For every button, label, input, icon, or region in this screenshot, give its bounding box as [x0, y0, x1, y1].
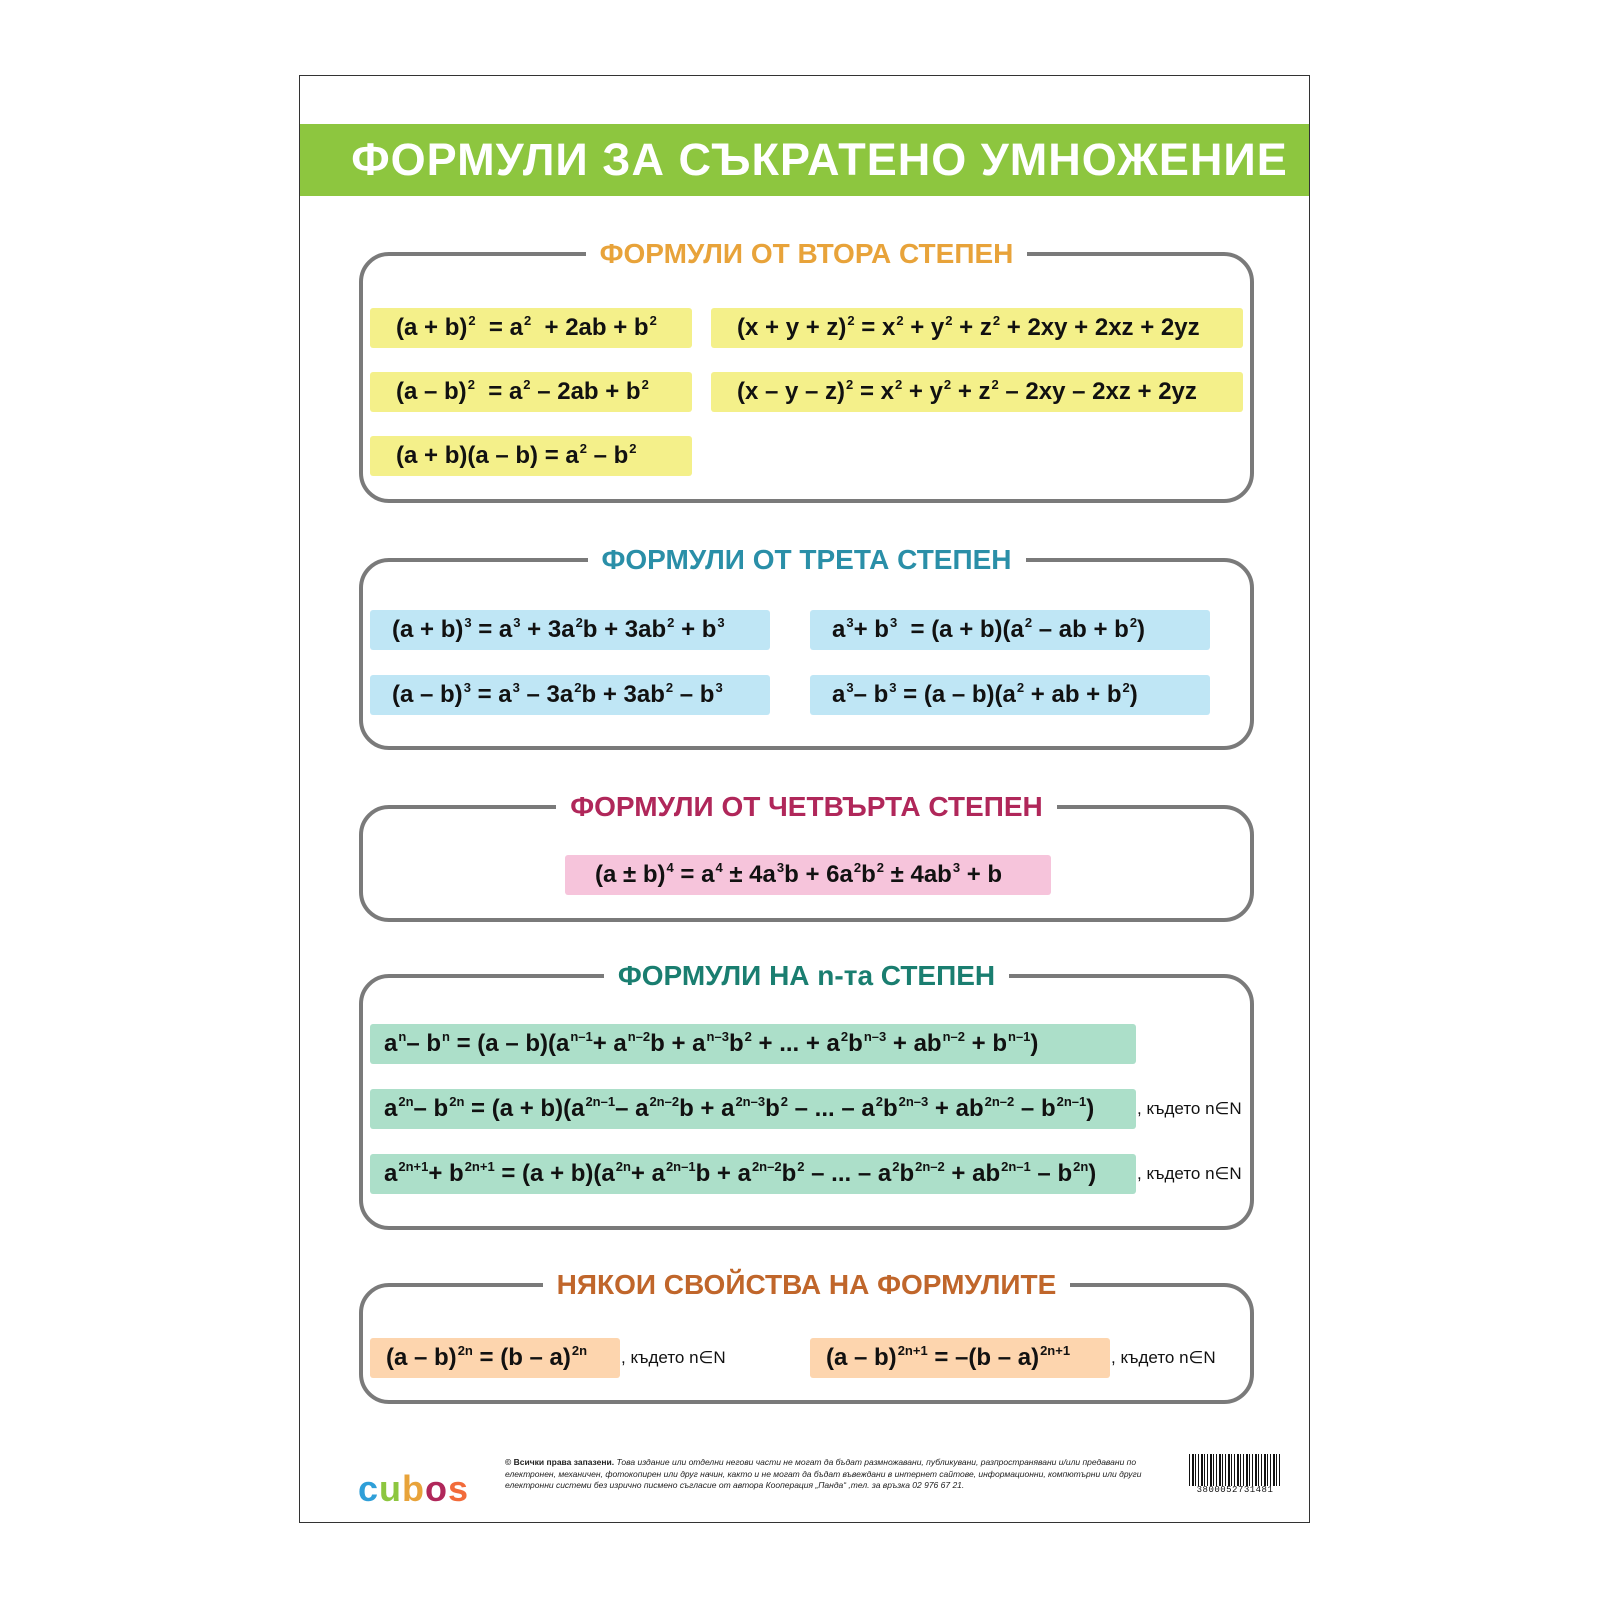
condition-note: , където n∈N	[1111, 1348, 1216, 1367]
section-title: ФОРМУЛИ ОТ ТРЕТА СТЕПЕН	[588, 544, 1026, 575]
brand-logo: cubos	[358, 1468, 470, 1509]
condition-note: , където n∈N	[1137, 1099, 1242, 1118]
poster	[299, 75, 1310, 1523]
section-fourth-degree	[359, 791, 1254, 922]
formula-trinomial-square-plus: $(x + y + z)^2 = x^2 + y^2 + z^2 + 2xy + 2xz + 2yz$	[711, 308, 1243, 348]
section-second-degree	[359, 238, 1254, 503]
section-nth-degree	[359, 960, 1254, 1230]
section-third-degree	[359, 544, 1254, 750]
formula-sum-of-cubes: $a^3+ b^3 = (a + b)(a^2$ – ab + $b^2$)	[810, 610, 1210, 650]
barcode-number: 3800052731481	[1196, 1485, 1274, 1495]
formula-difference-of-squares: $(a + b)(a - b) = a^2 - b^2$	[370, 436, 692, 476]
page-title: ФОРМУЛИ ЗА СЪКРАТЕНО УМНОЖЕНИЕ	[351, 134, 1288, 185]
formula-even-power-symmetry: (a – b)$^{2n}$ = (b – a)$^{2n}$	[370, 1338, 620, 1378]
barcode	[1185, 1454, 1285, 1498]
formula-square-of-difference: $(a - b)^2 = a^2 - 2ab + b^2$	[370, 372, 692, 412]
condition-note: , където n∈N	[621, 1348, 726, 1367]
title-banner	[300, 124, 1309, 196]
formula-square-of-sum: $(a + b)^2 = a^2 + 2ab + b^2$	[370, 308, 692, 348]
condition-note: , където n∈N	[1137, 1164, 1242, 1183]
copyright-bold: © Всички права запазени.	[505, 1457, 615, 1467]
section-title: ФОРМУЛИ НА n-та СТЕПЕН	[604, 960, 1009, 991]
formula-cube-of-sum: $(a + b)^3 = a^3 + 3a^2b + 3ab^2 + b^3$	[370, 610, 770, 650]
formula-nth-difference: $a^n-$ $b^n = (a - b)(a^{n-1}+ a^{n-2}b + a^{n-3}b^2$ + ... + $a^2b^{n-3} + ab^{n-2} + b^{n-1}$)	[370, 1024, 1136, 1064]
formula-trinomial-square-minus: $(x - y - z)^2 = x^2 + y^2 + z^2 - 2xy - 2xz + 2yz$	[711, 372, 1243, 412]
section-title: НЯКОИ СВОЙСТВА НА ФОРМУЛИТЕ	[543, 1269, 1071, 1300]
section-properties	[359, 1269, 1254, 1404]
formula-even-power-difference: $a^{2n}-$ $b^{2n} = (a + b)(a^{2n-1}-$ $a^{2n-2}b + a^{2n-3}b^2$ – ... – $a^2b^{2n-3} + ab^{2n-2} - b^{2n-1}$)	[370, 1089, 1136, 1129]
formula-fourth-power: $(a \pm b)^4 = a^4 \pm 4a^3b + 6a^2b^2 \pm 4ab^3 + b$	[565, 855, 1051, 895]
section-title: ФОРМУЛИ ОТ ВТОРА СТЕПЕН	[586, 238, 1028, 269]
copyright-text	[505, 1457, 1145, 1492]
formula-difference-of-cubes: $a^3-$ $b^3 = (a - b)(a^2$ + ab + $b^2$)	[810, 675, 1210, 715]
formula-odd-power-sum: $a^{2n+1}+ b^{2n+1} = (a + b)(a^{2n}+ a^{2n-1}b + a^{2n-2}b^2$ – ... – $a^2b^{2n-2} + ab^{2n-1} - b^{2n}$)	[370, 1154, 1136, 1194]
section-title: ФОРМУЛИ ОТ ЧЕТВЪРТА СТЕПЕН	[556, 791, 1056, 822]
formula-cube-of-difference: $(a - b)^3 = a^3 - 3a^2b + 3ab^2 - b^3$	[370, 675, 770, 715]
copyright-body: Това издание или отделни негови части не могат да бъдат размножавани, публикувани, разпространявани и/или предавани по електронен, механичен, фотокопирен или друг начин, както и не могат да бъдат въвеждани в интернет сайтове, информационни, компютърни или други електронни системи без изрично писмено съгласие от автора Кооперация „Панда“ ,тел. за връзка 02 976 67 21.	[505, 1457, 1142, 1490]
barcode-bars	[1189, 1454, 1281, 1486]
formula-odd-power-antisymmetry: (a – b)$^{2n+1}$ = –(b – a)$^{2n+1}$	[810, 1338, 1110, 1378]
